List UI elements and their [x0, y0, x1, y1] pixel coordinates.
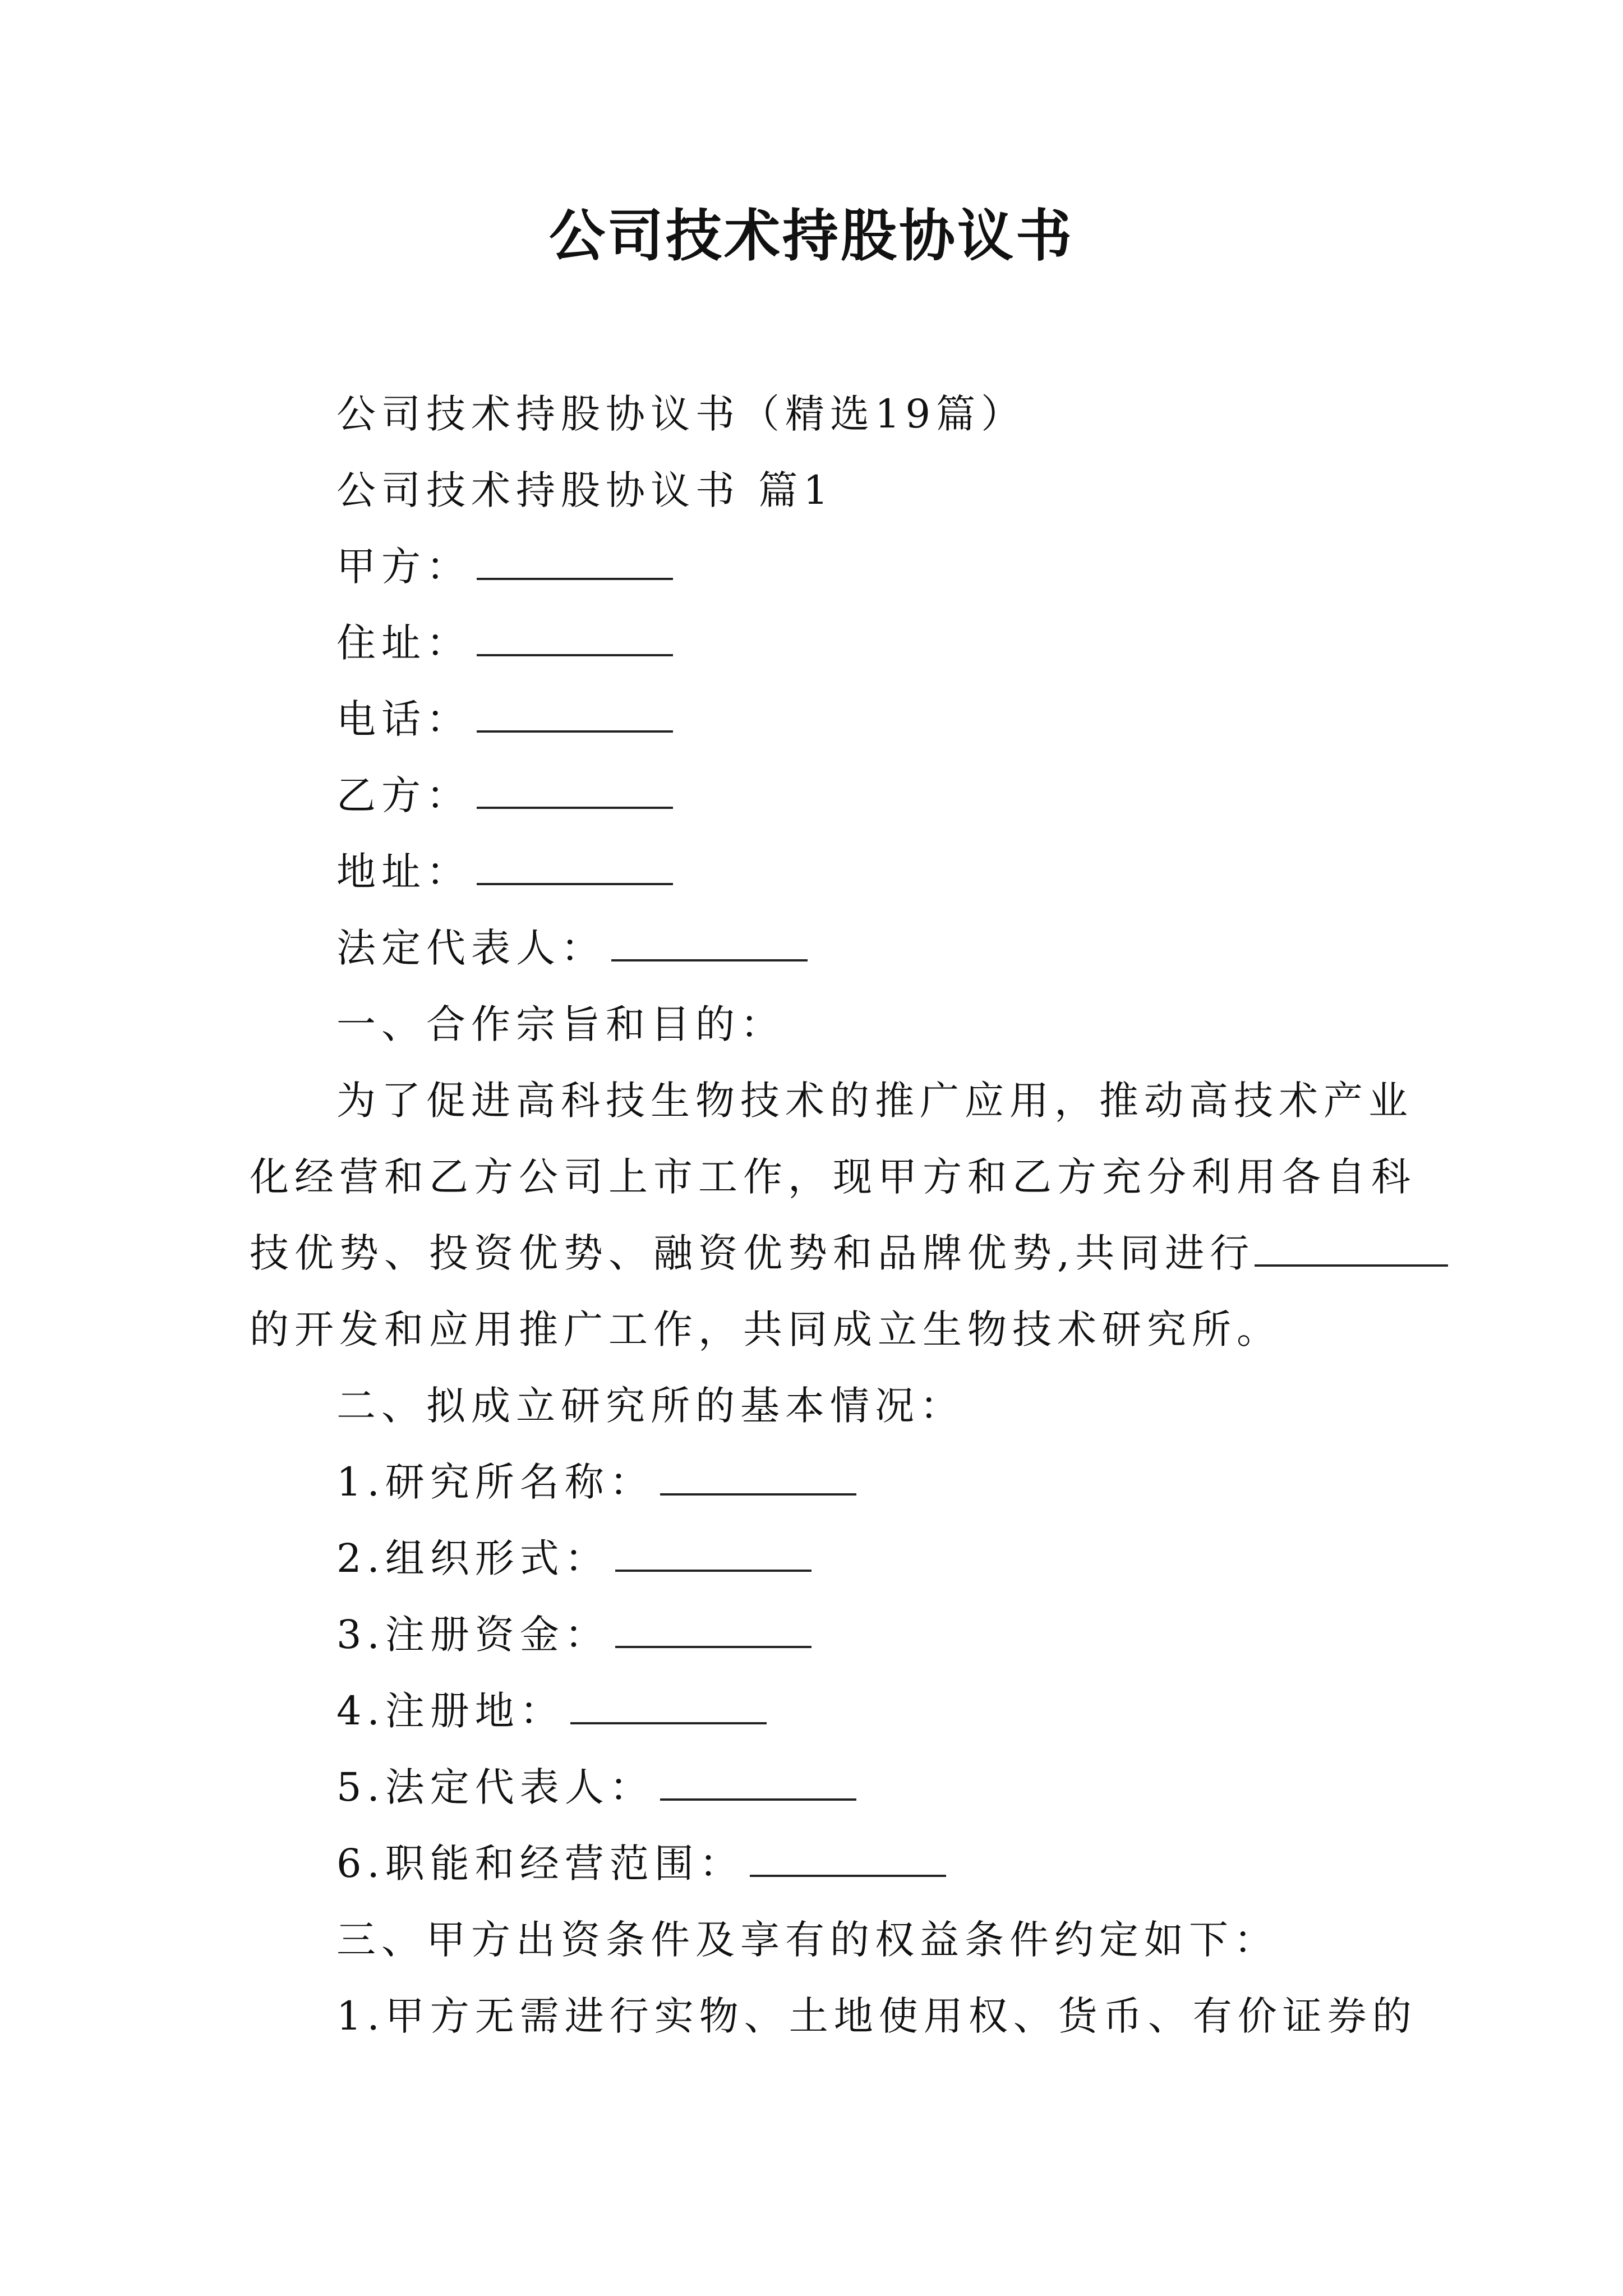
fill-blank: [660, 1798, 856, 1801]
party-b-rep-field: [336, 923, 808, 973]
party-a-phone-field: [336, 694, 673, 744]
fill-blank: [477, 578, 673, 580]
party-b-address-field: [336, 846, 673, 897]
section1-paragraph-line-with-blank: [250, 1228, 1448, 1278]
fill-blank: [570, 1722, 767, 1724]
section2-item: [336, 1838, 946, 1889]
fill-blank: [615, 1646, 811, 1648]
section2-item: [336, 1762, 856, 1812]
fill-blank: [477, 807, 673, 809]
section2-item-label: 6.职能和经营范围：: [336, 1841, 744, 1887]
party-b-name-label: 乙方：: [336, 772, 471, 818]
section1-heading: 一、合作宗旨和目的：: [336, 1001, 785, 1047]
section3-item-line: 1.甲方无需进行实物、土地使用权、货币、有价证券的: [336, 1993, 1417, 2039]
section2-item: [336, 1609, 811, 1660]
document-title: 公司技术持股协议书: [549, 203, 1074, 269]
section1-paragraph-line: 的开发和应用推广工作，共同成立生物技术研究所。: [250, 1306, 1281, 1352]
party-a-address-field: [336, 618, 673, 668]
fill-blank: [477, 654, 673, 656]
section2-item: [336, 1457, 856, 1507]
section2-item-label: 2.组织形式：: [336, 1535, 610, 1581]
section2-item-label: 4.注册地：: [336, 1688, 565, 1734]
fill-blank: [1255, 1264, 1448, 1267]
fill-blank: [477, 730, 673, 733]
fill-blank: [750, 1875, 946, 1877]
party-b-name-field: [336, 770, 673, 821]
section2-item-label: 3.注册资金：: [336, 1612, 610, 1658]
section2-item-label: 1.研究所名称：: [336, 1459, 654, 1505]
party-a-name-label: 甲方：: [336, 544, 471, 590]
section2-item: [336, 1533, 811, 1584]
party-b-address-label: 地址：: [336, 849, 471, 895]
fill-blank: [611, 959, 808, 961]
fill-blank: [615, 1570, 811, 1572]
fill-blank: [477, 883, 673, 885]
part-heading: 公司技术持股协议书 篇1: [336, 467, 834, 513]
party-a-address-label: 住址：: [336, 620, 471, 666]
section2-heading: 二、拟成立研究所的基本情况：: [336, 1383, 965, 1429]
section3-heading: 三、甲方出资条件及享有的权益条件约定如下：: [336, 1917, 1279, 1963]
document-subtitle: 公司技术持股协议书（精选19篇）: [336, 391, 1026, 437]
section2-item: [336, 1686, 767, 1736]
section2-item-label: 5.法定代表人：: [336, 1764, 654, 1810]
section1-paragraph-line: 化经营和乙方公司上市工作，现甲方和乙方充分利用各自科: [250, 1154, 1416, 1200]
party-a-phone-label: 电话：: [336, 696, 471, 742]
section1-paragraph-line: 为了促进高科技生物技术的推广应用，推动高技术产业: [336, 1078, 1413, 1124]
party-b-rep-label: 法定代表人：: [336, 925, 606, 971]
party-a-name-field: [336, 541, 673, 592]
section1-paragraph-text: 技优势、投资优势、融资优势和品牌优势,共同进行: [250, 1230, 1255, 1276]
fill-blank: [660, 1493, 856, 1496]
